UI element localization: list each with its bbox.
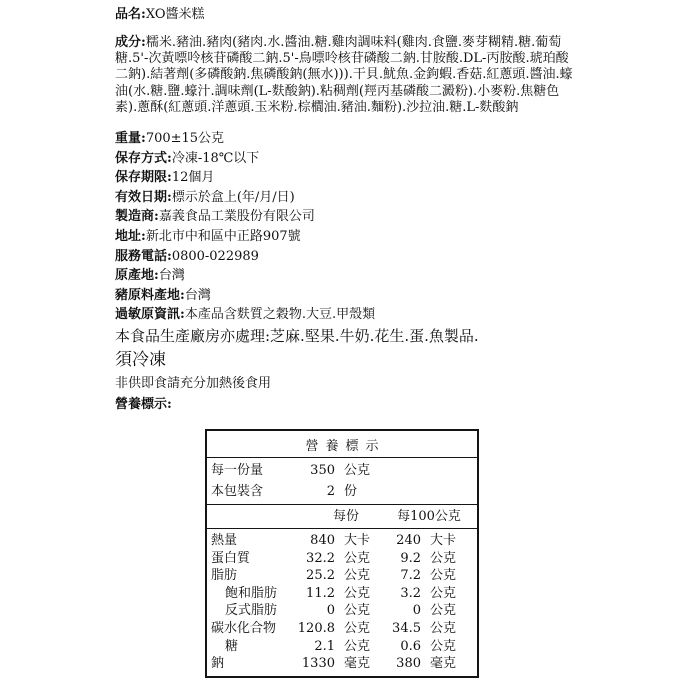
nutrient-row-protein: 蛋白質 32.2 公克 9.2 公克 [211,550,457,566]
serving-size-row [207,460,477,481]
nutrient-row-calories: 熱量 840 大卡 240 大卡 [211,532,457,548]
field-manufacturer [115,207,579,227]
field-value: 嘉義食品工業股份有限公司 [158,209,315,225]
nutrition-table-title: 營養標示 [207,431,477,458]
label-content [115,6,579,678]
field-label: 重量: [115,131,146,147]
field-expiry-date [115,188,579,208]
field-label: 服務電話: [115,248,172,264]
row-name: 每一份量 [211,462,264,478]
field-pork-origin [115,286,579,306]
per-serving-header: 每份 [332,508,359,524]
row-name: 本包裝含 [211,483,264,499]
field-label: 製造商: [115,209,159,225]
nutrition-facts-heading: 營養標示: [115,396,172,412]
field-label: 保存期限: [115,170,172,186]
nutrient-row-trans-fat: 反式脂肪 0 公克 0 公克 [225,603,457,619]
field-value: 冷凍-18℃以下 [171,150,260,166]
field-label: 原產地: [115,268,159,284]
per-100g-header: 每100公克 [397,508,461,524]
product-name-label: 品名: [115,7,146,22]
field-allergen-info [115,305,579,325]
serving-section [207,458,477,505]
ingredients-value: 糯米.豬油.豬肉(豬肉.水.醬油.糖.雞肉調味料(雞肉.食鹽.麥芽糊精.糖.葡萄糖.5'-次黃嘌呤核苷磷酸二鈉.5'-鳥嘌呤核苷磷酸二鈉.甘胺酸.DL-丙胺酸.琥珀酸二鈉).結著劑(多磷酸鈉.焦磷酸鈉(無水))).干貝.魷魚.金鉤蝦.香菇.紅蔥頭.醬油.蠔油(水.糖.鹽.蠔汁.調味劑(L-麩酸鈉).粘稠劑(羥丙基磷酸二澱粉).小麥粉.焦糖色素).蔥酥(紅蔥頭.洋蔥頭.玉米粉.棕櫚油.豬油.麵粉).沙拉油.糖.L-麩酸鈉 [115,35,573,115]
ingredients-paragraph [115,35,579,116]
facility-processing-note: 本食品生產廠房亦處理:芝麻.堅果.牛奶.花生.蛋.魚製品. [115,326,479,345]
field-label: 保存方式: [115,150,172,166]
field-label: 過敏原資訊: [115,307,185,323]
keep-frozen-note: 須冷凍 [115,349,166,370]
row-unit: 公克 [344,462,371,478]
field-value: 本產品含麩質之穀物.大豆.甲殼類 [184,307,376,323]
field-value: 0800-022989 [171,248,259,264]
nutrient-rows [207,529,477,676]
field-value: 標示於盒上(年/月/日) [171,189,295,205]
nutrient-row-carbohydrate: 碳水化合物 120.8 公克 34.5 公克 [211,620,457,636]
row-value: 350 [310,462,335,478]
field-address [115,227,579,247]
field-value: 12個月 [171,170,215,186]
servings-per-pack-row [207,481,477,502]
nutrition-table [205,429,479,678]
heating-instruction-note: 非供即食請充分加熱後食用 [115,375,272,391]
field-label: 地址: [115,228,146,244]
row-unit: 份 [344,483,358,499]
field-shelf-life [115,168,579,188]
nutrient-row-sugar: 糖 2.1 公克 0.6 公克 [225,638,457,654]
nutrient-row-sodium: 鈉 1330 毫克 380 毫克 [211,656,457,672]
field-storage-method [115,149,579,169]
field-value: 新北市中和區中正路907號 [145,228,301,244]
field-origin [115,266,579,286]
field-value: 台灣 [184,287,211,303]
field-value: 700±15公克 [145,131,225,147]
nutrient-row-saturated-fat: 飽和脂肪 11.2 公克 3.2 公克 [225,585,457,601]
field-value: 台灣 [158,268,185,284]
nutrient-row-fat: 脂肪 25.2 公克 7.2 公克 [211,568,457,584]
field-service-phone [115,247,579,267]
field-weight [115,129,579,149]
field-label: 有效日期: [115,189,172,205]
product-name-value: XO醬米糕 [145,7,205,22]
row-value: 2 [326,483,335,499]
column-header-row [207,505,477,529]
product-name-line [115,6,579,24]
ingredients-label: 成分: [115,35,146,50]
field-label: 豬原料產地: [115,287,185,303]
